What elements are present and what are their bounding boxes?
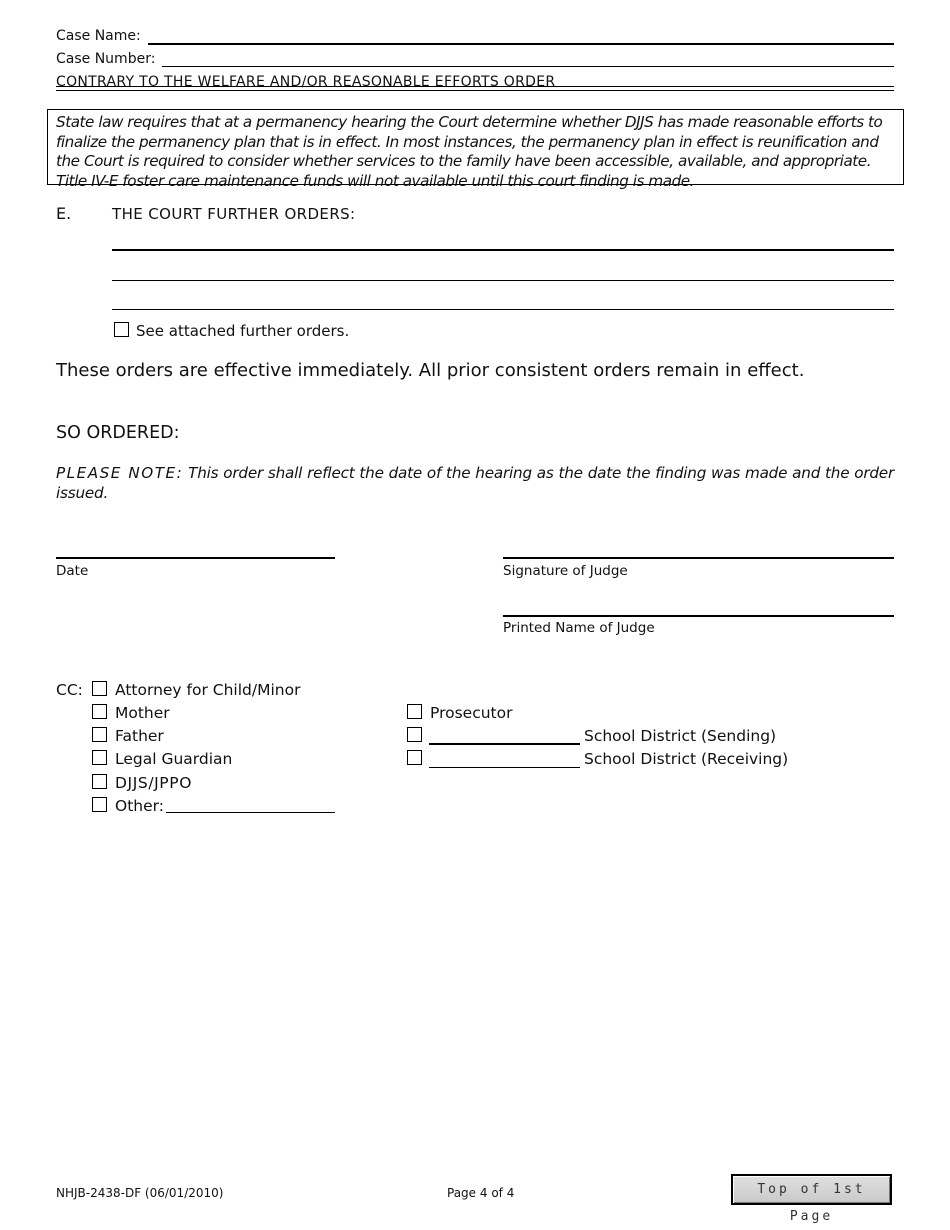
case-name-input[interactable] <box>150 27 890 44</box>
school-receiving-input[interactable] <box>431 750 577 765</box>
so-ordered-heading: SO ORDERED: <box>56 423 180 443</box>
case-number-label: Case Number: <box>56 51 156 67</box>
case-name-label: Case Name: <box>56 28 141 44</box>
judge-printed-name-line[interactable] <box>503 615 894 617</box>
cc-school-receiving-label: School District (Receiving) <box>584 750 789 768</box>
further-orders-line-2[interactable] <box>114 262 892 279</box>
please-note <box>56 464 894 503</box>
further-orders-rule-1 <box>112 249 894 251</box>
attached-orders-checkbox[interactable] <box>114 322 129 337</box>
cc-legal-guardian-checkbox[interactable] <box>92 750 107 765</box>
form-id: NHJB-2438-DF (06/01/2010) <box>56 1186 224 1200</box>
cc-school-sending-checkbox[interactable] <box>407 727 422 742</box>
state-law-notice: State law requires that at a permanency hearing the Court determine whether DJJS has made reasonable efforts to finalize the permanency plan that is in effect. In most instances, the permanency plan in effect is reunification and the Court is required to consider whether services to the family have been accessible, available, and appropriate. Title IV-E foster care maintenance funds will not available until this court finding is made. <box>47 109 904 185</box>
school-receiving-underline <box>429 767 580 768</box>
further-orders-heading: THE COURT FURTHER ORDERS: <box>112 205 356 223</box>
further-orders-rule-3 <box>112 309 894 310</box>
cc-attorney-label: Attorney for Child/Minor <box>115 681 301 699</box>
cc-legal-guardian-label: Legal Guardian <box>115 750 233 768</box>
date-line[interactable] <box>56 557 335 559</box>
judge-signature-line[interactable] <box>503 557 894 559</box>
form-title: CONTRARY TO THE WELFARE AND/OR REASONABLE EFFORTS ORDER <box>56 74 556 90</box>
section-letter: E. <box>56 204 72 223</box>
cc-label: CC: <box>56 681 83 699</box>
cc-mother-label: Mother <box>115 704 170 722</box>
further-orders-line-3[interactable] <box>114 291 892 308</box>
school-sending-input[interactable] <box>431 727 577 742</box>
case-name-underline <box>148 43 894 45</box>
cc-school-receiving-checkbox[interactable] <box>407 750 422 765</box>
cc-other-input[interactable] <box>168 797 333 812</box>
cc-school-sending-label: School District (Sending) <box>584 727 777 745</box>
judge-printed-name-label: Printed Name of Judge <box>503 620 655 636</box>
top-of-first-page-button[interactable]: Top of 1st Page <box>731 1174 892 1205</box>
cc-other-checkbox[interactable] <box>92 797 107 812</box>
please-note-label: PLEASE NOTE: <box>56 464 184 482</box>
cc-father-label: Father <box>115 727 164 745</box>
cc-prosecutor-checkbox[interactable] <box>407 704 422 719</box>
cc-attorney-checkbox[interactable] <box>92 681 107 696</box>
case-number-underline <box>162 66 894 67</box>
school-sending-underline <box>429 743 580 745</box>
page-number: Page 4 of 4 <box>447 1186 515 1200</box>
date-label: Date <box>56 563 89 579</box>
cc-prosecutor-label: Prosecutor <box>430 704 513 722</box>
attached-orders-label: See attached further orders. <box>136 322 350 340</box>
further-orders-line-1[interactable] <box>114 231 892 248</box>
cc-other-label: Other: <box>115 797 164 815</box>
cc-mother-checkbox[interactable] <box>92 704 107 719</box>
cc-other-underline <box>166 812 335 813</box>
judge-signature-label: Signature of Judge <box>503 563 628 579</box>
cc-djjs-label: DJJS/JPPO <box>115 774 193 792</box>
header-rule <box>56 90 894 91</box>
cc-father-checkbox[interactable] <box>92 727 107 742</box>
effective-statement: These orders are effective immediately. All prior consistent orders remain in effect. <box>56 360 805 381</box>
form-title-underline <box>56 86 894 87</box>
please-note-text: This order shall reflect the date of the hearing as the date the finding was made and the order issued. <box>56 464 894 502</box>
cc-djjs-checkbox[interactable] <box>92 774 107 789</box>
further-orders-rule-2 <box>112 280 894 281</box>
case-number-input[interactable] <box>165 50 890 67</box>
